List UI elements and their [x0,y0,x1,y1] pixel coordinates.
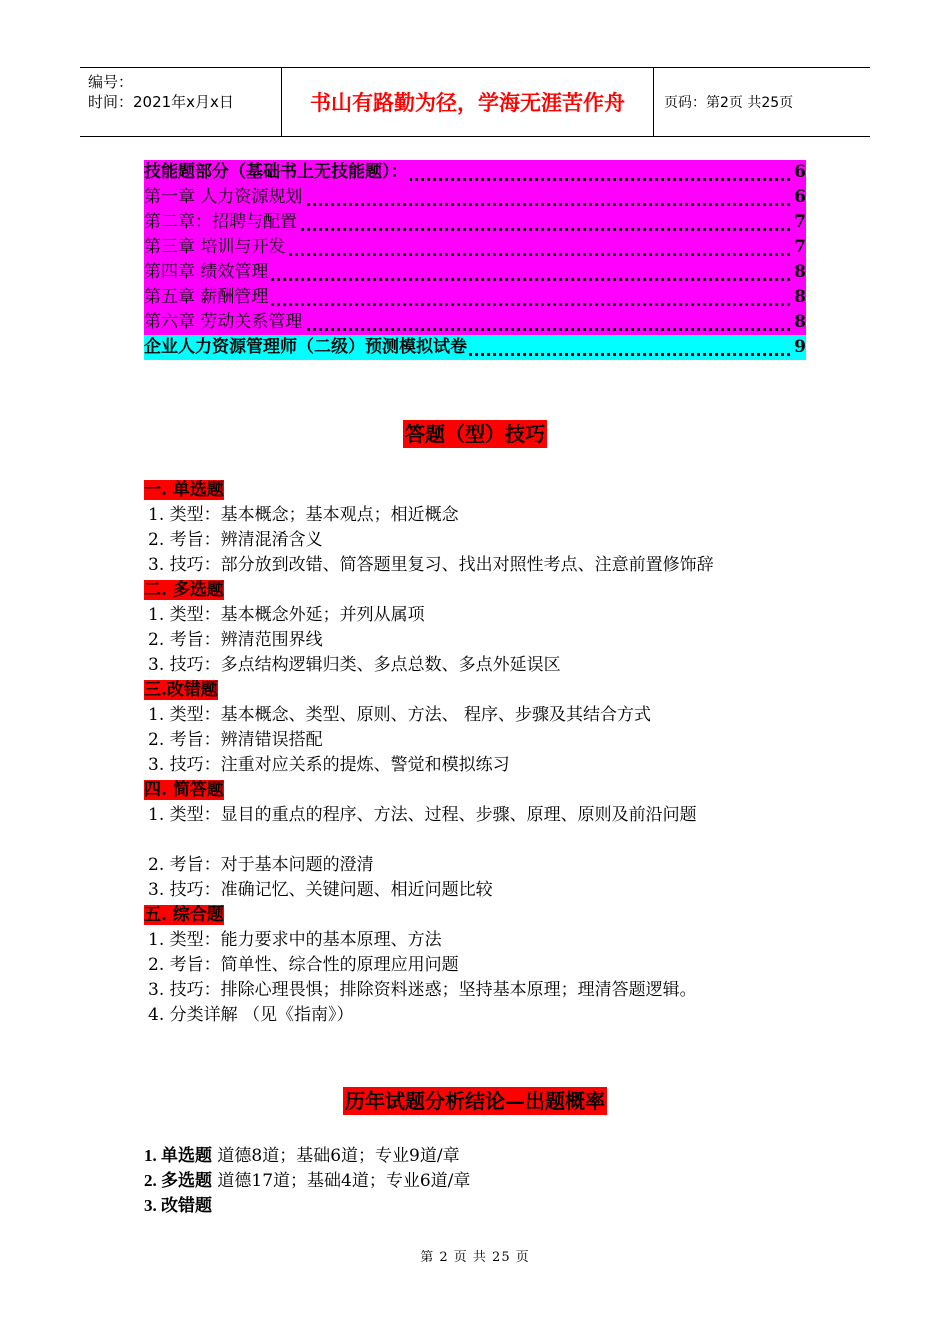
category-heading [144,578,844,603]
list-item: 1. 类型：基本概念、类型、原则、方法、 程序、步骤及其结合方式 [148,705,652,725]
list-item: 1. 类型：能力要求中的基本原理、方法 [148,930,442,950]
section-title-text: 历年试题分析结论—出题概率 [345,1089,605,1113]
list-item: 2. 考旨：辨清混淆含义 [148,530,323,550]
list-item: 4. 分类详解 （见《指南》） [148,1005,354,1025]
list-item: 2. 考旨：简单性、综合性的原理应用问题 [148,955,459,975]
probability-item [144,1193,470,1218]
toc-entry-page: 9 [794,335,806,360]
section-title-text: 答题（型）技巧 [405,422,545,446]
probability-text: 道德17道；基础4道；专业6道/章 [212,1171,471,1191]
header-page-info: 页码：第2页 共25页 [664,95,794,111]
header-motto: 书山有路勤为径，学海无涯苦作舟 [282,68,654,136]
section-title-answer-skills [0,418,950,447]
toc-entry-page: 8 [794,285,806,310]
category-heading-text: 一. 单选题 [144,480,224,500]
toc-entry-title: 第六章 劳动关系管理 [144,312,303,332]
toc-entry[interactable] [144,160,806,185]
blank-line [144,828,844,853]
list-item: 2. 考旨：对于基本问题的澄清 [148,855,374,875]
section-title-probability [0,1085,950,1114]
toc-entry-page: 6 [794,160,806,185]
list-item: 3. 技巧：排除心理畏惧；排除资料迷惑；坚持基本原理；理清答题逻辑。 [148,980,697,1000]
toc-entry[interactable] [144,285,806,310]
toc-entry-title: 第二章：招聘与配置 [144,212,297,232]
toc-entry[interactable] [144,310,806,335]
category-heading [144,778,844,803]
category-heading-text: 四. 简答题 [144,780,224,800]
list-item: 3. 技巧：部分放到改错、简答题里复习、找出对照性考点、注意前置修饰辞 [148,555,714,575]
toc-entry[interactable] [144,260,806,285]
toc-entry[interactable] [144,235,806,260]
category-heading [144,903,844,928]
answer-skills-content [144,478,844,1028]
page-header [80,67,870,137]
toc-entry-title: 技能题部分（基础书上无技能题）： [144,162,408,182]
toc-entry-title: 第五章 薪酬管理 [144,287,269,307]
list-item: 3. 技巧：注重对应关系的提炼、警觉和模拟练习 [148,755,510,775]
category-heading [144,478,844,503]
toc-entry-title: 第四章 绩效管理 [144,262,269,282]
table-of-contents [144,160,806,360]
list-item: 2. 考旨：辨清范围界线 [148,630,323,650]
list-item: 1. 类型：基本概念外延；并列从属项 [148,605,425,625]
category-heading [144,678,844,703]
toc-entry-page: 7 [794,210,806,235]
list-item: 2. 考旨：辨清错误搭配 [148,730,323,750]
probability-label: 1. 单选题 [144,1146,212,1165]
list-item: 3. 技巧：准确记忆、关键问题、相近问题比较 [148,880,493,900]
date-line: 时间：2021年x月x日 [88,93,234,111]
header-left-cell [80,68,282,136]
page-footer: 第 2 页 共 25 页 [420,1250,530,1265]
probability-item [144,1168,470,1193]
toc-entry[interactable] [144,210,806,235]
toc-entry-title: 第三章 培训与开发 [144,237,286,257]
list-item: 1. 类型：基本概念；基本观点；相近概念 [148,505,459,525]
toc-entry[interactable] [144,335,806,360]
toc-entry-page: 8 [794,310,806,335]
toc-entry-title: 第一章 人力资源规划 [144,187,303,207]
probability-item [144,1143,470,1168]
toc-entry-page: 6 [794,185,806,210]
category-heading-text: 三.改错题 [144,680,218,700]
category-heading-text: 五. 综合题 [144,905,224,925]
list-item: 1. 类型：显目的重点的程序、方法、过程、步骤、原理、原则及前沿问题 [148,805,697,825]
toc-entry[interactable] [144,185,806,210]
probability-label: 2. 多选题 [144,1171,212,1190]
probability-text: 道德8道；基础6道；专业9道/章 [212,1146,460,1166]
probability-label: 3. 改错题 [144,1196,212,1215]
toc-entry-page: 8 [794,260,806,285]
number-label: 编号： [88,73,134,91]
list-item: 3. 技巧：多点结构逻辑归类、多点总数、多点外延误区 [148,655,561,675]
category-heading-text: 二. 多选题 [144,580,224,600]
toc-entry-page: 7 [794,235,806,260]
toc-entry-title: 企业人力资源管理师（二级）预测模拟试卷 [144,337,467,357]
probability-list [144,1143,470,1218]
